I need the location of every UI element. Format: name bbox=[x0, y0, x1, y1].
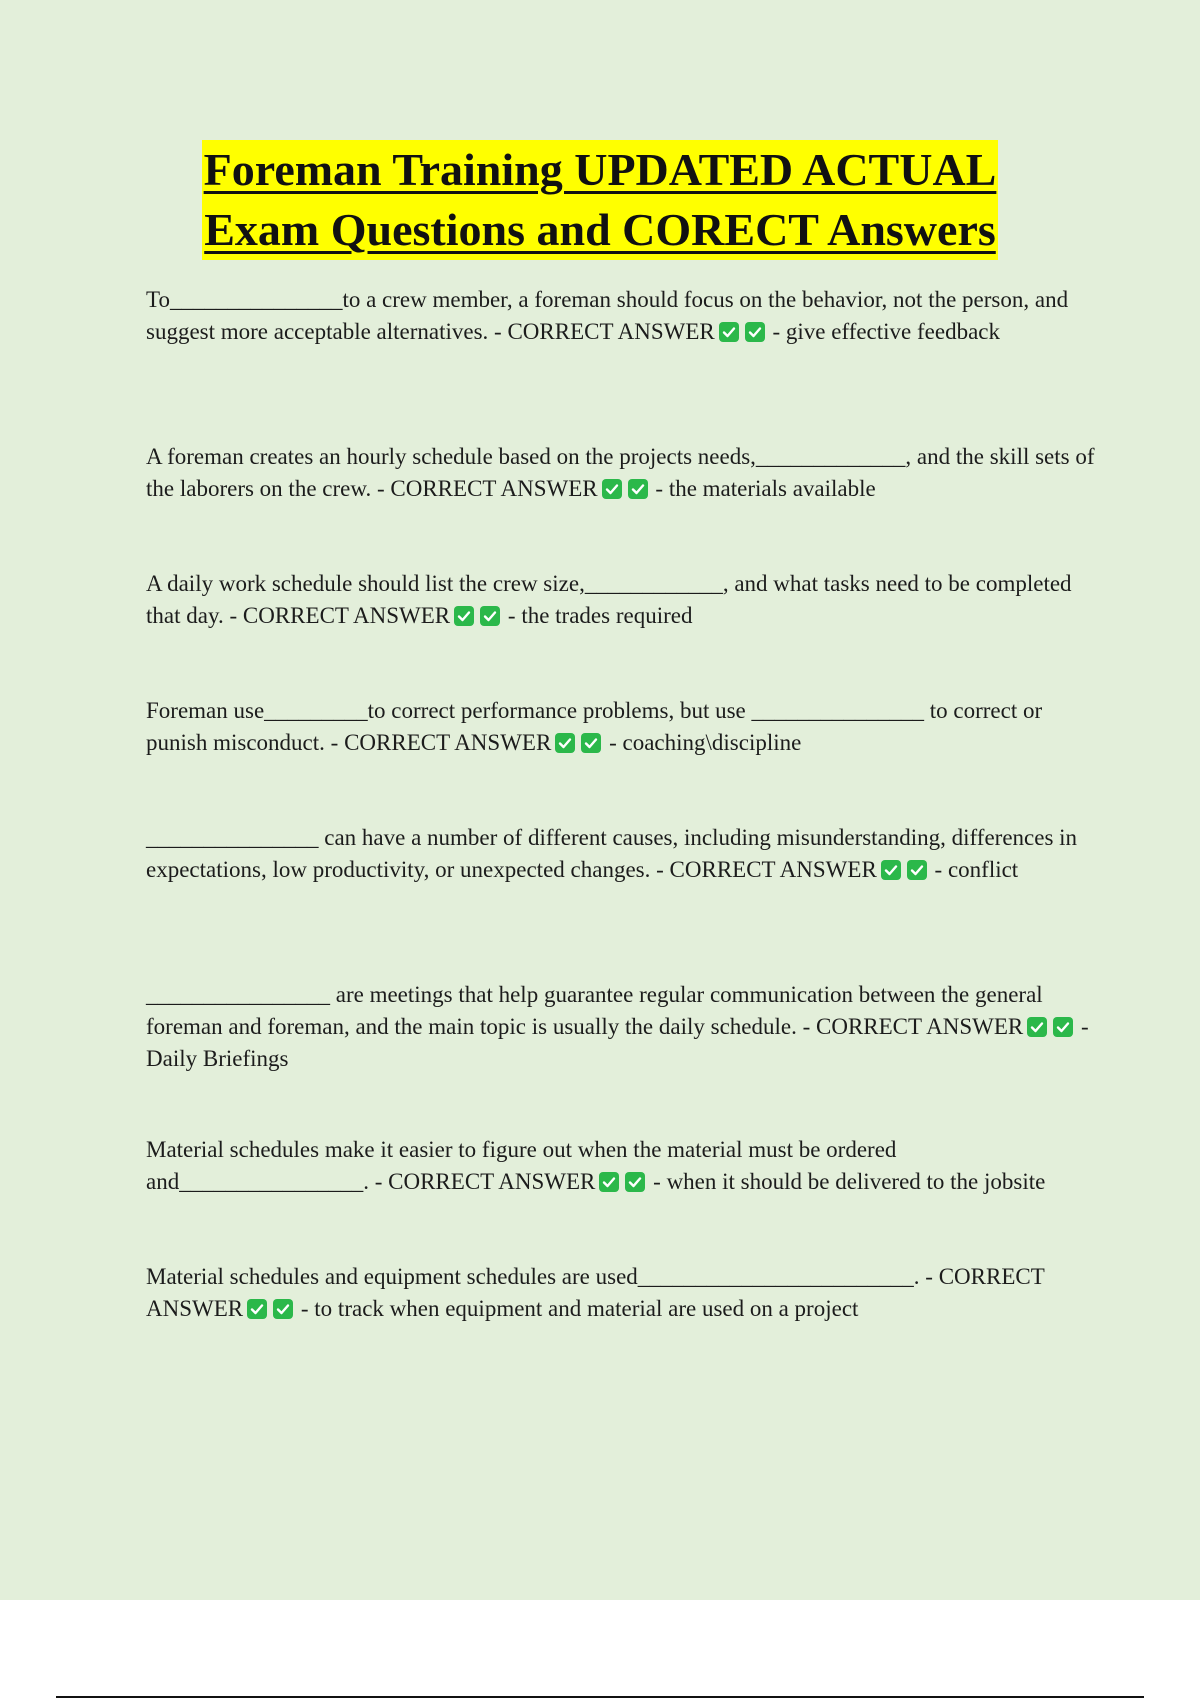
check-square-icon bbox=[247, 1299, 267, 1319]
check-square-icon bbox=[719, 322, 739, 342]
answer-text: the trades required bbox=[521, 603, 693, 628]
answer-marker: CORRECT ANSWER bbox=[242, 603, 451, 628]
qa-item: Material schedules make it easier to figure out when the material must be ordered and________________. - CORRECT ANSWER - when it should be delivered to the jobsite bbox=[146, 1137, 1046, 1194]
check-square-icon bbox=[581, 733, 601, 753]
check-square-icon bbox=[599, 1172, 619, 1192]
answer-text: the materials available bbox=[668, 476, 876, 501]
answer-text: coaching\discipline bbox=[622, 730, 802, 755]
answer-marker: CORRECT ANSWER bbox=[344, 730, 552, 755]
answer-text: when it should be delivered to the jobsite bbox=[666, 1169, 1046, 1194]
check-square-icon bbox=[1027, 1017, 1047, 1037]
title-line-1: Foreman Training UPDATED ACTUAL bbox=[202, 140, 999, 200]
check-square-icon bbox=[454, 606, 474, 626]
question-text: A foreman creates an hourly schedule based on the projects needs,_____________, and the skill sets of the laborers on the crew. bbox=[146, 444, 1095, 501]
check-square-icon bbox=[745, 322, 765, 342]
question-text: Material schedules and equipment schedules are used________________________. bbox=[146, 1264, 920, 1289]
qa-item: Material schedules and equipment schedules are used________________________. - CORRECT ANSWER - to track when equipment and material are used on a project bbox=[146, 1264, 1045, 1321]
check-square-icon bbox=[480, 606, 500, 626]
check-square-icon bbox=[273, 1299, 293, 1319]
footer-divider bbox=[56, 1696, 1144, 1698]
answer-text: Daily Briefings bbox=[146, 1046, 289, 1071]
answer-marker: CORRECT ANSWER bbox=[146, 1264, 1045, 1321]
answer-text: to track when equipment and material are used on a project bbox=[314, 1296, 859, 1321]
check-square-icon bbox=[907, 860, 927, 880]
question-text: A daily work schedule should list the crew size,____________, and what tasks need to be completed that day. bbox=[146, 571, 1072, 628]
answer-text: give effective feedback bbox=[785, 319, 1000, 344]
document-title bbox=[0, 140, 1200, 260]
check-square-icon bbox=[1053, 1017, 1073, 1037]
question-text: To_______________to a crew member, a foreman should focus on the behavior, not the person, and suggest more acceptable alternatives. bbox=[146, 287, 1069, 344]
question-text: _______________ can have a number of different causes, including misunderstanding, differences in expectations, low productivity, or unexpected changes. bbox=[146, 825, 1078, 882]
answer-marker: CORRECT ANSWER bbox=[388, 1169, 596, 1194]
question-text: ________________ are meetings that help guarantee regular communication between the general foreman and foreman, and the main topic is usually the daily schedule. bbox=[146, 982, 1043, 1039]
qa-item: A daily work schedule should list the crew size,____________, and what tasks need to be completed that day. - CORRECT ANSWER - the trades required bbox=[146, 571, 1072, 628]
qa-item: _______________ can have a number of different causes, including misunderstanding, differences in expectations, low productivity, or unexpected changes. - CORRECT ANSWER - conflict bbox=[146, 825, 1078, 882]
qa-item: A foreman creates an hourly schedule based on the projects needs,_____________, and the skill sets of the laborers on the crew. - CORRECT ANSWER - the materials available bbox=[146, 444, 1095, 501]
answer-marker: CORRECT ANSWER bbox=[669, 857, 877, 882]
check-square-icon bbox=[625, 1172, 645, 1192]
answer-marker: CORRECT ANSWER bbox=[816, 1014, 1024, 1039]
check-square-icon bbox=[555, 733, 575, 753]
check-square-icon bbox=[881, 860, 901, 880]
question-text: Foreman use_________to correct performance problems, but use _______________ to correct or punish misconduct. bbox=[146, 698, 1043, 755]
question-text: Material schedules make it easier to figure out when the material must be ordered and________________. bbox=[146, 1137, 897, 1194]
check-square-icon bbox=[602, 479, 622, 499]
qa-item: Foreman use_________to correct performance problems, but use _______________ to correct or punish misconduct. - CORRECT ANSWER - coaching\discipline bbox=[146, 698, 1043, 755]
answer-marker: CORRECT ANSWER bbox=[390, 476, 598, 501]
qa-item: ________________ are meetings that help guarantee regular communication between the general foreman and foreman, and the main topic is usually the daily schedule. - CORRECT ANSWER - Daily Briefings bbox=[146, 982, 1089, 1071]
check-square-icon bbox=[628, 479, 648, 499]
answer-marker: CORRECT ANSWER bbox=[507, 319, 715, 344]
answer-text: conflict bbox=[947, 857, 1019, 882]
qa-item: To_______________to a crew member, a foreman should focus on the behavior, not the person, and suggest more acceptable alternatives. - CORRECT ANSWER - give effective feedback bbox=[146, 287, 1069, 344]
title-line-2: Exam Questions and CORECT Answers bbox=[202, 200, 998, 260]
